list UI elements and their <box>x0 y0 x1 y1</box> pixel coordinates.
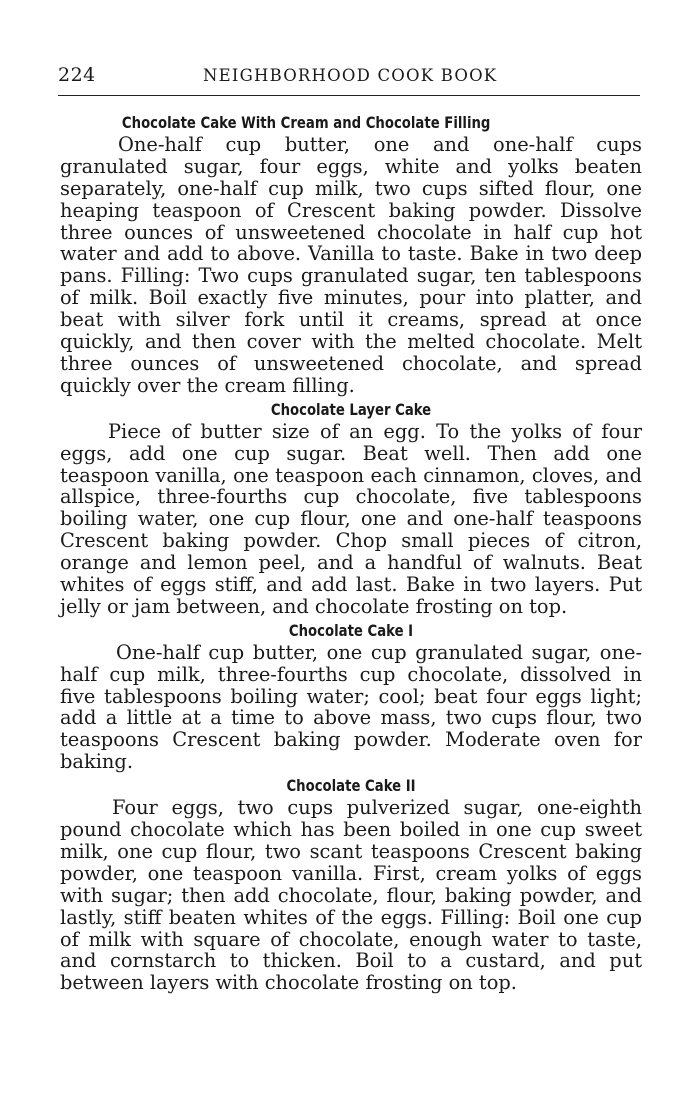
header-rule <box>58 95 640 96</box>
recipe-title: Chocolate Layer Cake <box>270 399 432 419</box>
recipe-body: One-half cup butter, one and one-half cups granulated sugar, four eggs, white and yolks beaten separately, one-half cup milk, two cups sifted flour, one heaping teaspoon of Crescent baking powder. Dissolve three ounces of unsweetened chocolate in half cup hot water and add to above. Vanilla to taste. Bake in two deep pans. Filling: Two cups granulated sugar, ten tablespoons of milk. Boil exactly five minutes, pour into platter, and beat with silver fork until it creams, spread at once quickly, and then cover with the melted chocolate. Melt three ounces of unsweetened chocolate, and spread quickly over the cream filling. <box>60 132 642 397</box>
page-content <box>60 112 642 996</box>
recipe-title: Chocolate Cake I <box>288 620 414 640</box>
recipe-chocolate-cake-i <box>60 620 642 773</box>
recipe-chocolate-layer-cake <box>60 399 642 618</box>
recipe-chocolate-cake-ii <box>60 775 642 994</box>
page-header <box>58 64 640 92</box>
recipe-body: Piece of butter size of an egg. To the yolks of four eggs, add one cup sugar. Beat well. Then add one teaspoon vanilla, one teaspoon each cinnamon, cloves, and allspice, three-fourths cup chocolate, five tablespoons boiling water, one cup flour, one and one-half teaspoons Crescent baking powder. Chop small pieces of citron, orange and lemon peel, and a handful of walnuts. Beat whites of eggs stiff, and add last. Bake in two layers. Put jelly or jam between, and chocolate frosting on top. <box>60 419 642 618</box>
recipe-title: Chocolate Cake With Cream and Chocolate Filling <box>121 113 491 132</box>
page-number: 224 <box>58 64 96 86</box>
recipe-chocolate-cake-cream-filling <box>60 112 642 397</box>
recipe-title: Chocolate Cake II <box>286 776 416 796</box>
recipe-body: Four eggs, two cups pulverized sugar, one-eighth pound chocolate which has been boiled in one cup sweet milk, one cup flour, two scant teaspoons Crescent baking powder, one teaspoon vanilla. First, cream yolks of eggs with sugar; then add chocolate, flour, baking powder, and lastly, stiff beaten whites of the eggs. Filling: Boil one cup of milk with square of chocolate, enough water to taste, and cornstarch to thicken. Boil to a custard, and put between layers with chocolate frosting on top. <box>60 796 642 995</box>
running-head: NEIGHBORHOOD COOK BOOK <box>203 66 498 85</box>
recipe-body: One-half cup butter, one cup granulated sugar, one-half cup milk, three-fourths cup chocolate, dissolved in five tablespoons boiling water; cool; beat four eggs light; add a little at a time to above mass, two cups flour, two teaspoons Crescent baking powder. Moderate oven for baking. <box>60 640 642 774</box>
